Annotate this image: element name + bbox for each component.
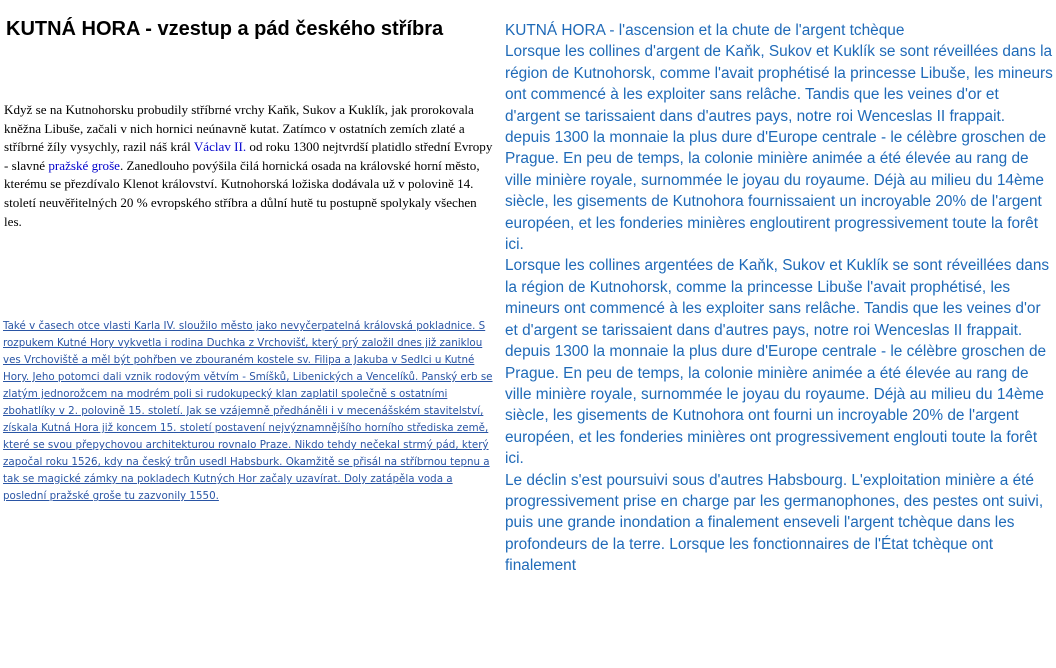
underlined-link-paragraph[interactable]: Také v časech otce vlasti Karla IV. sloužilo město jako nevyčerpatelná královská pokladnice. S rozpukem Kutné Hory vykvetla i rodina Duchka z Vrchovišť, který prý založil dnes již zaniklou ves Vrchoviště a měl být pohřben ve zbouraném kostele sv. Filipa a Jakuba v Sedlci u Kutné Hory. Jeho potomci dali vznik rodovým větvím - Smíšků, Libenických a Vencelíků. Panský erb se zlatým jednorožcem na modrém poli si rudokupecký klan zaplatil společně s ostatními zbohatlíky v 2. polovině 15. století. Jak se vzájemně předháněli i v mecenášském stavitelství, získala Kutná Hora již koncem 15. století postavení nejvýznamnějšího horního střediska země, které se svou přepychovou architekturou rovnalo Praze. Nikdo tehdy nečekal strmý pád, který započal roku 1526, kdy na český trůn usedl Habsburk. Okamžitě se přisál na stříbrnou tepnu a tak se magické zámky na pokladech Kutných Hor začaly uzavírat. Doly zatápěla voda a poslední pražské groše tu zazvonily 1550. (3, 320, 493, 502)
prazske-grose-link[interactable]: pražské groše (48, 157, 120, 173)
czech-paragraph-text-1: Když se na Kutnohorsku probudily stříbrné vrchy Kaňk, Sukov a Kuklík, jak prorokovala kněžna Libuše, začali v nich hornici neúnavně kutat. Zatímco v ostatních zemích zlaté a stříbrné žíly vysychly, razil náš král (4, 102, 474, 155)
czech-paragraph-text-2: od roku 1300 nejtvrdší platidlo střední Evropy - slavné (4, 139, 493, 173)
french-title: KUTNÁ HORA - l'ascension et la chute de l'argent tchèque (505, 22, 905, 39)
vaclav-ii-link[interactable]: Václav II. (193, 139, 247, 155)
czech-paragraph-text-3: . Zanedlouho povýšila čilá hornická osada na královské horní město, kterému se přezdívalo Klenot království. Kutnohorská ložiska dodávala už v polovině 14. století neuvěřitelných 20 % evropského stříbra a důlní hutě tu postupně spolykaly všechen les. (4, 157, 480, 229)
french-translation-column (505, 20, 1053, 668)
page-title: KUTNÁ HORA - vzestup a pád českého stříbra (6, 18, 444, 40)
czech-paragraph (4, 101, 496, 231)
french-paragraph-3: Le déclin s'est poursuivi sous d'autres Habsbourg. L'exploitation minière a été progressivement prise en charge par les germanophones, des pestes ont suivi, puis une grande inondation a finalement enseveli l'argent tchèque dans les profondeurs de la terre. Lorsque les fonctionnaires de l'État tchèque ont finalement (505, 471, 1044, 575)
french-paragraph-1: Lorsque les collines d'argent de Kaňk, Sukov et Kuklík se sont réveillées dans la région de Kutnohorsk, comme l'avait prophétisé la princesse Libuše, les mineurs ont commencé à les exploiter sans relâche. Tandis que les veines d'or et d'argent se tarissaient dans d'autres pays, notre roi Wenceslas II frappait. depuis 1300 la monnaie la plus dure d'Europe centrale - le célèbre groschen de Prague. En peu de temps, la colonie minière animée a été élevée au rang de ville minière royale, surnommée le joyau du royaume. Déjà au milieu du 14ème siècle, les gisements de Kutnohora fournissaient un incroyable 20% de l'argent européen, et les fonderies minières engloutirent progressivement toute la forêt ici. (505, 43, 1053, 254)
czech-column (0, 0, 496, 668)
french-paragraph-2: Lorsque les collines argentées de Kaňk, Sukov et Kuklík se sont réveillées dans la région de Kutnohorsk, comme la princesse Libuše l'avait prophétisé, les mineurs ont commencé à les exploiter sans relâche. Tandis que les veines d'or et d'argent se tarissaient dans d'autres pays, notre roi Wenceslas II frappait. depuis 1300 la monnaie la plus dure d'Europe centrale - le célèbre groschen de Prague. En peu de temps, la colonie minière animée a été élevée au rang de ville minière royale, surnommée le joyau du royaume. Déjà au milieu du 14ème siècle, les gisements de Kutnohora ont fourni un incroyable 20% de l'argent européen, et les fonderies minières ont progressivement englouti toute la forêt ici. (505, 257, 1050, 468)
